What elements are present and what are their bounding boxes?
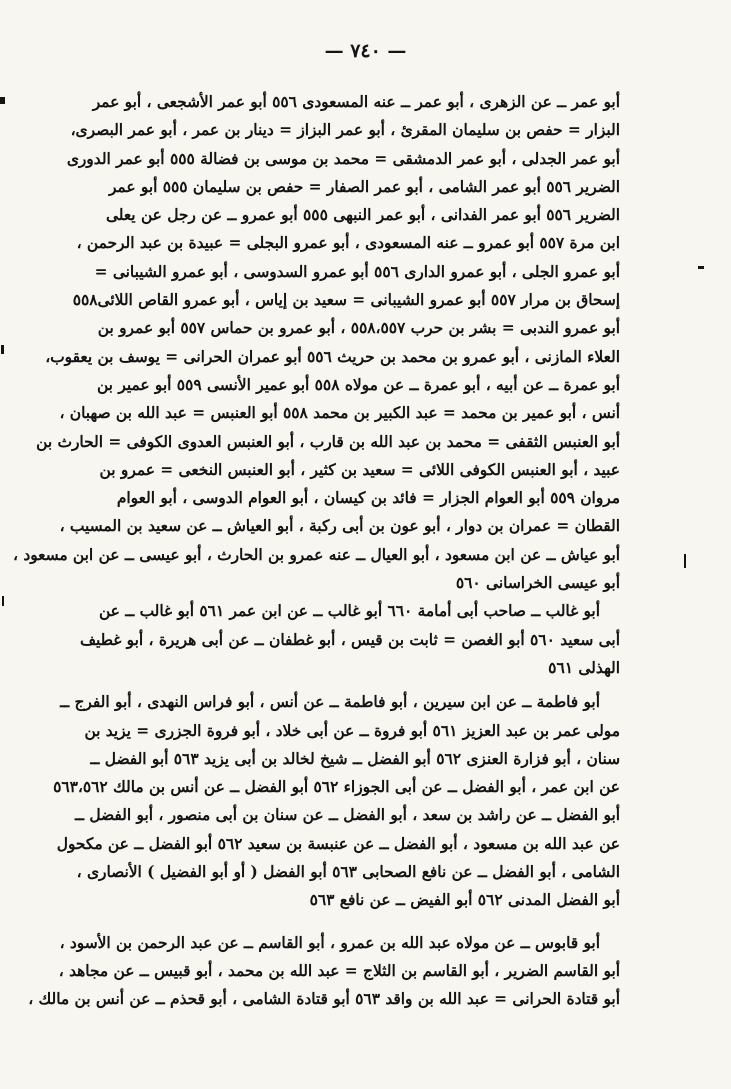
text-line: ابن مرة ٥٥٧ أبو عمرو ــ عنه المسعودى ، أبو عمرو البجلى = عبيدة بن عبد الرحمن ، <box>76 234 620 253</box>
page-number: — ٧٤٠ — <box>324 40 407 62</box>
paragraph-fa <box>53 688 620 914</box>
text-line: عن ابن عمر ، أبو الفضل ــ عن أبى الجوزاء ٥٦٢ أبو الفضل ــ عن أنس بن مالك ٥٦٣،٥٦٢ <box>53 778 620 797</box>
text-line: أبو القاسم الضرير ، أبو القاسم بن الثلاج = عبد الله بن محمد ، أبو قبيس ــ عن مجاهد ، <box>58 961 620 980</box>
text-line: مروان ٥٥٩ أبو العوام الجزار = فائد بن كيسان ، أبو العوام الدوسى ، أبو العوام <box>116 489 620 508</box>
text-line: أبو فاطمة ــ عن ابن سيرين ، أبو فاطمة ــ عن أنس ، أبو فراس النهدى ، أبو الفرج ــ <box>60 693 600 712</box>
margin-mark <box>0 97 5 104</box>
text-line: القطان = عمران بن دوار ، أبو عون بن أبى ركبة ، أبو العياش ــ عن سعيد بن المسيب ، <box>59 517 620 536</box>
text-line: أبو عياش ــ عن ابن مسعود ، أبو العيال ــ عنه عمرو بن الحارث ، أبو عيسى ــ عن ابن مسعود ، <box>13 545 620 564</box>
text-line: أبو عمر ــ عن الزهرى ، أبو عمر ــ عنه المسعودى ٥٥٦ أبو عمر الأشجعى ، أبو عمر <box>92 93 620 111</box>
text-line: إسحاق بن مرار ٥٥٧ أبو عمرو الشيبانى = سعيد بن إياس ، أبو عمرو القاص اللائى٥٥٨ <box>72 291 620 310</box>
paragraph-ain <box>13 88 620 597</box>
text-line: أبو العنبس الثقفى = محمد بن عبد الله بن قارب ، أبو العنبس العدوى الكوفى = الحارث بن <box>36 432 620 451</box>
text-line: الضرير ٥٥٦ أبو عمر الشامى ، أبو عمر الصفار = حفص بن سليمان ٥٥٥ أبو عمر <box>108 177 620 196</box>
margin-mark <box>1 345 4 354</box>
text-line: العلاء المازنى ، أبو عمرو بن محمد بن حريث ٥٥٦ أبو عمران الحرانى = يوسف بن يعقوب، <box>45 347 620 366</box>
text-line: أبو قتادة الحرانى = عبد الله بن واقد ٥٦٣ أبو قتادة الشامى ، أبو قحذم ــ عن أنس بن مالك ، <box>28 990 620 1009</box>
text-line: البزار = حفص بن سليمان المقرئ ، أبو عمر البزاز = دينار بن عمر ، أبو عمر البصرى، <box>70 121 620 140</box>
index-text <box>13 88 620 1014</box>
margin-mark <box>684 554 686 568</box>
margin-mark <box>2 596 4 606</box>
text-line: أبى سعيد ٥٦٠ أبو الغصن = ثابت بن قيس ، أبو غطفان ــ عن أبى هريرة ، أبو غطيف <box>80 630 620 649</box>
text-line: سنان ، أبو فزارة العنزى ٥٦٢ أبو الفضل ــ شيخ لخالد بن أبى يزيد ٥٦٣ أبو الفضل ــ <box>90 749 620 768</box>
text-line: أبو عيسى الخراسانى ٥٦٠ <box>455 574 620 593</box>
text-line: أنس ، أبو عمير بن محمد = عبد الكبير بن محمد ٥٥٨ أبو العنبس = عبد الله بن صهبان ، <box>59 404 620 423</box>
text-line: أبو غالب ــ صاحب أبى أمامة ٦٦٠ أبو غالب ــ عن ابن عمر ٥٦١ أبو غالب ــ عن <box>98 602 600 621</box>
text-line: الضرير ٥٥٦ أبو عمر الفدانى ، أبو عمر النبهى ٥٥٥ أبو عمرو ــ عن رجل عن يعلى <box>105 206 620 225</box>
text-line: أبو عمرة ــ عن أبيه ، أبو عمرة ــ عن مولاه ٥٥٨ أبو عمير الأنسى ٥٥٩ أبو عمير بن <box>96 375 620 394</box>
text-line: أبو قابوس ــ عن مولاه عبد الله بن عمرو ، أبو القاسم ــ عن عبد الرحمن بن الأسود ، <box>59 933 600 952</box>
text-line: عن عبد الله بن مسعود ، أبو الفضل ــ عن عنبسة بن سعيد ٥٦٢ أبو الفضل ــ عن مكحول <box>56 834 620 853</box>
text-line: أبو الفضل ــ عن راشد بن سعد ، أبو الفضل ــ عن سنان بن أبى منصور ، أبو الفضل ــ <box>75 806 620 825</box>
text-line: مولى عمر بن عبد العزيز ٥٦١ أبو فروة ــ عن أبى خلاد ، أبو فروة الجزرى = يزيد بن <box>84 721 620 740</box>
text-line: الشامى ، أبو الفضل ــ عن نافع الصحابى ٥٦٣ أبو الفضل ( أو أبو الفضيل ) الأنصارى ، <box>76 863 620 882</box>
text-line: أبو عمر الجدلى ، أبو عمر الدمشقى = محمد بن موسى بن فضالة ٥٥٥ أبو عمر الدورى <box>66 149 620 168</box>
section-gap <box>106 915 620 929</box>
text-line: أبو الفضل المدنى ٥٦٢ أبو الفيض ــ عن نافع ٥٦٣ <box>309 891 620 910</box>
text-line: أبو عمرو الندبى = بشر بن حرب ٥٥٨،٥٥٧ ، أبو عمرو بن حماس ٥٥٧ أبو عمرو بن <box>97 319 620 338</box>
text-line: الهذلى ٥٦١ <box>548 658 620 677</box>
text-line: عبيد ، أبو العنبس الكوفى اللائى = سعيد بن كثير ، أبو العنبس النخعى = عمرو بن <box>99 460 620 479</box>
paragraph-ghain <box>80 597 620 682</box>
text-line: أبو عمرو الجلى ، أبو عمرو الدارى ٥٥٦ أبو عمرو السدوسى ، أبو عمرو الشيبانى = <box>94 262 620 281</box>
margin-mark <box>698 266 704 269</box>
paragraph-qaf <box>28 929 620 1014</box>
